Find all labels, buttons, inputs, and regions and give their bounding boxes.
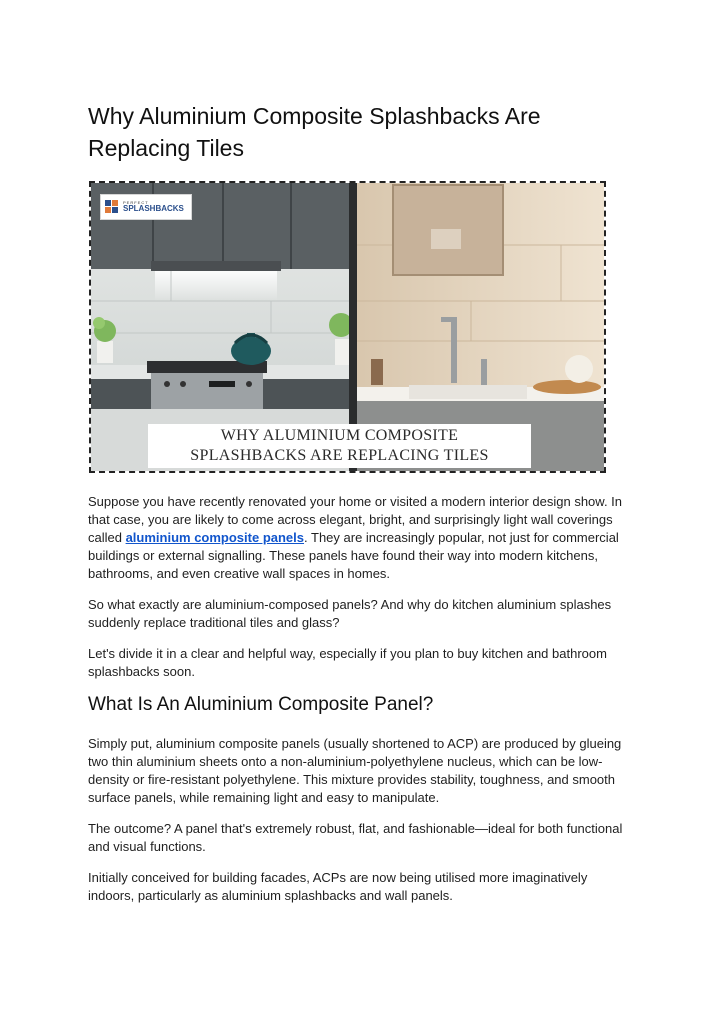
hero-image: [89, 181, 606, 473]
intro-text-before-link: Suppose you have recently renovated your home or visited a modern interior design show. In that case, you are likely to come across elegant, bright, and surprisingly light wall coverings called: [88, 494, 623, 545]
intro-text-after-link: . They are increasingly popular, not just for commercial buildings or external signalling. These panels have found their way into modern kitchens, bathrooms, and even creative wall spaces in homes.: [88, 530, 619, 581]
logo-text-big: SPLASHBACKS: [123, 204, 184, 213]
paragraph-2: So what exactly are aluminium-composed panels? And why do kitchen aluminium splashes suddenly replace traditional tiles and glass?: [88, 597, 612, 630]
paragraph-6: Initially conceived for building facades, ACPs are now being utilised more imaginatively indoors, particularly as aluminium splashbacks and wall panels.: [88, 870, 588, 903]
paragraph-5: The outcome? A panel that's extremely robust, flat, and fashionable—ideal for both functional and visual functions.: [88, 821, 623, 854]
banner-line-1: WHY ALUMINIUM COMPOSITE: [220, 427, 459, 444]
logo-text-small: PERFECT: [123, 200, 149, 205]
brand-logo: [100, 194, 192, 220]
paragraph-3: Let's divide it in a clear and helpful way, especially if you plan to buy kitchen and bathroom splashbacks soon.: [88, 646, 607, 679]
banner-line-2: SPLASHBACKS ARE REPLACING TILES: [190, 447, 489, 464]
aluminium-composite-panels-link[interactable]: aluminium composite panels: [125, 530, 305, 545]
intro-paragraph: [88, 493, 636, 583]
paragraph-4: Simply put, aluminium composite panels (usually shortened to ACP) are produced by glueing two thin aluminium sheets onto a non-aluminium-polyethylene nucleus, which can be low-density or fire-resistant polyethylene. This mixture provides stability, toughness, and smooth surface panels, while remaining light and easy to manipulate.: [88, 736, 622, 805]
hero-banner: [148, 424, 531, 468]
page-title: Why Aluminium Composite Splashbacks Are Replacing Tiles: [88, 103, 541, 161]
section-heading: What Is An Aluminium Composite Panel?: [88, 694, 434, 715]
logo-mark-icon: [105, 200, 119, 214]
